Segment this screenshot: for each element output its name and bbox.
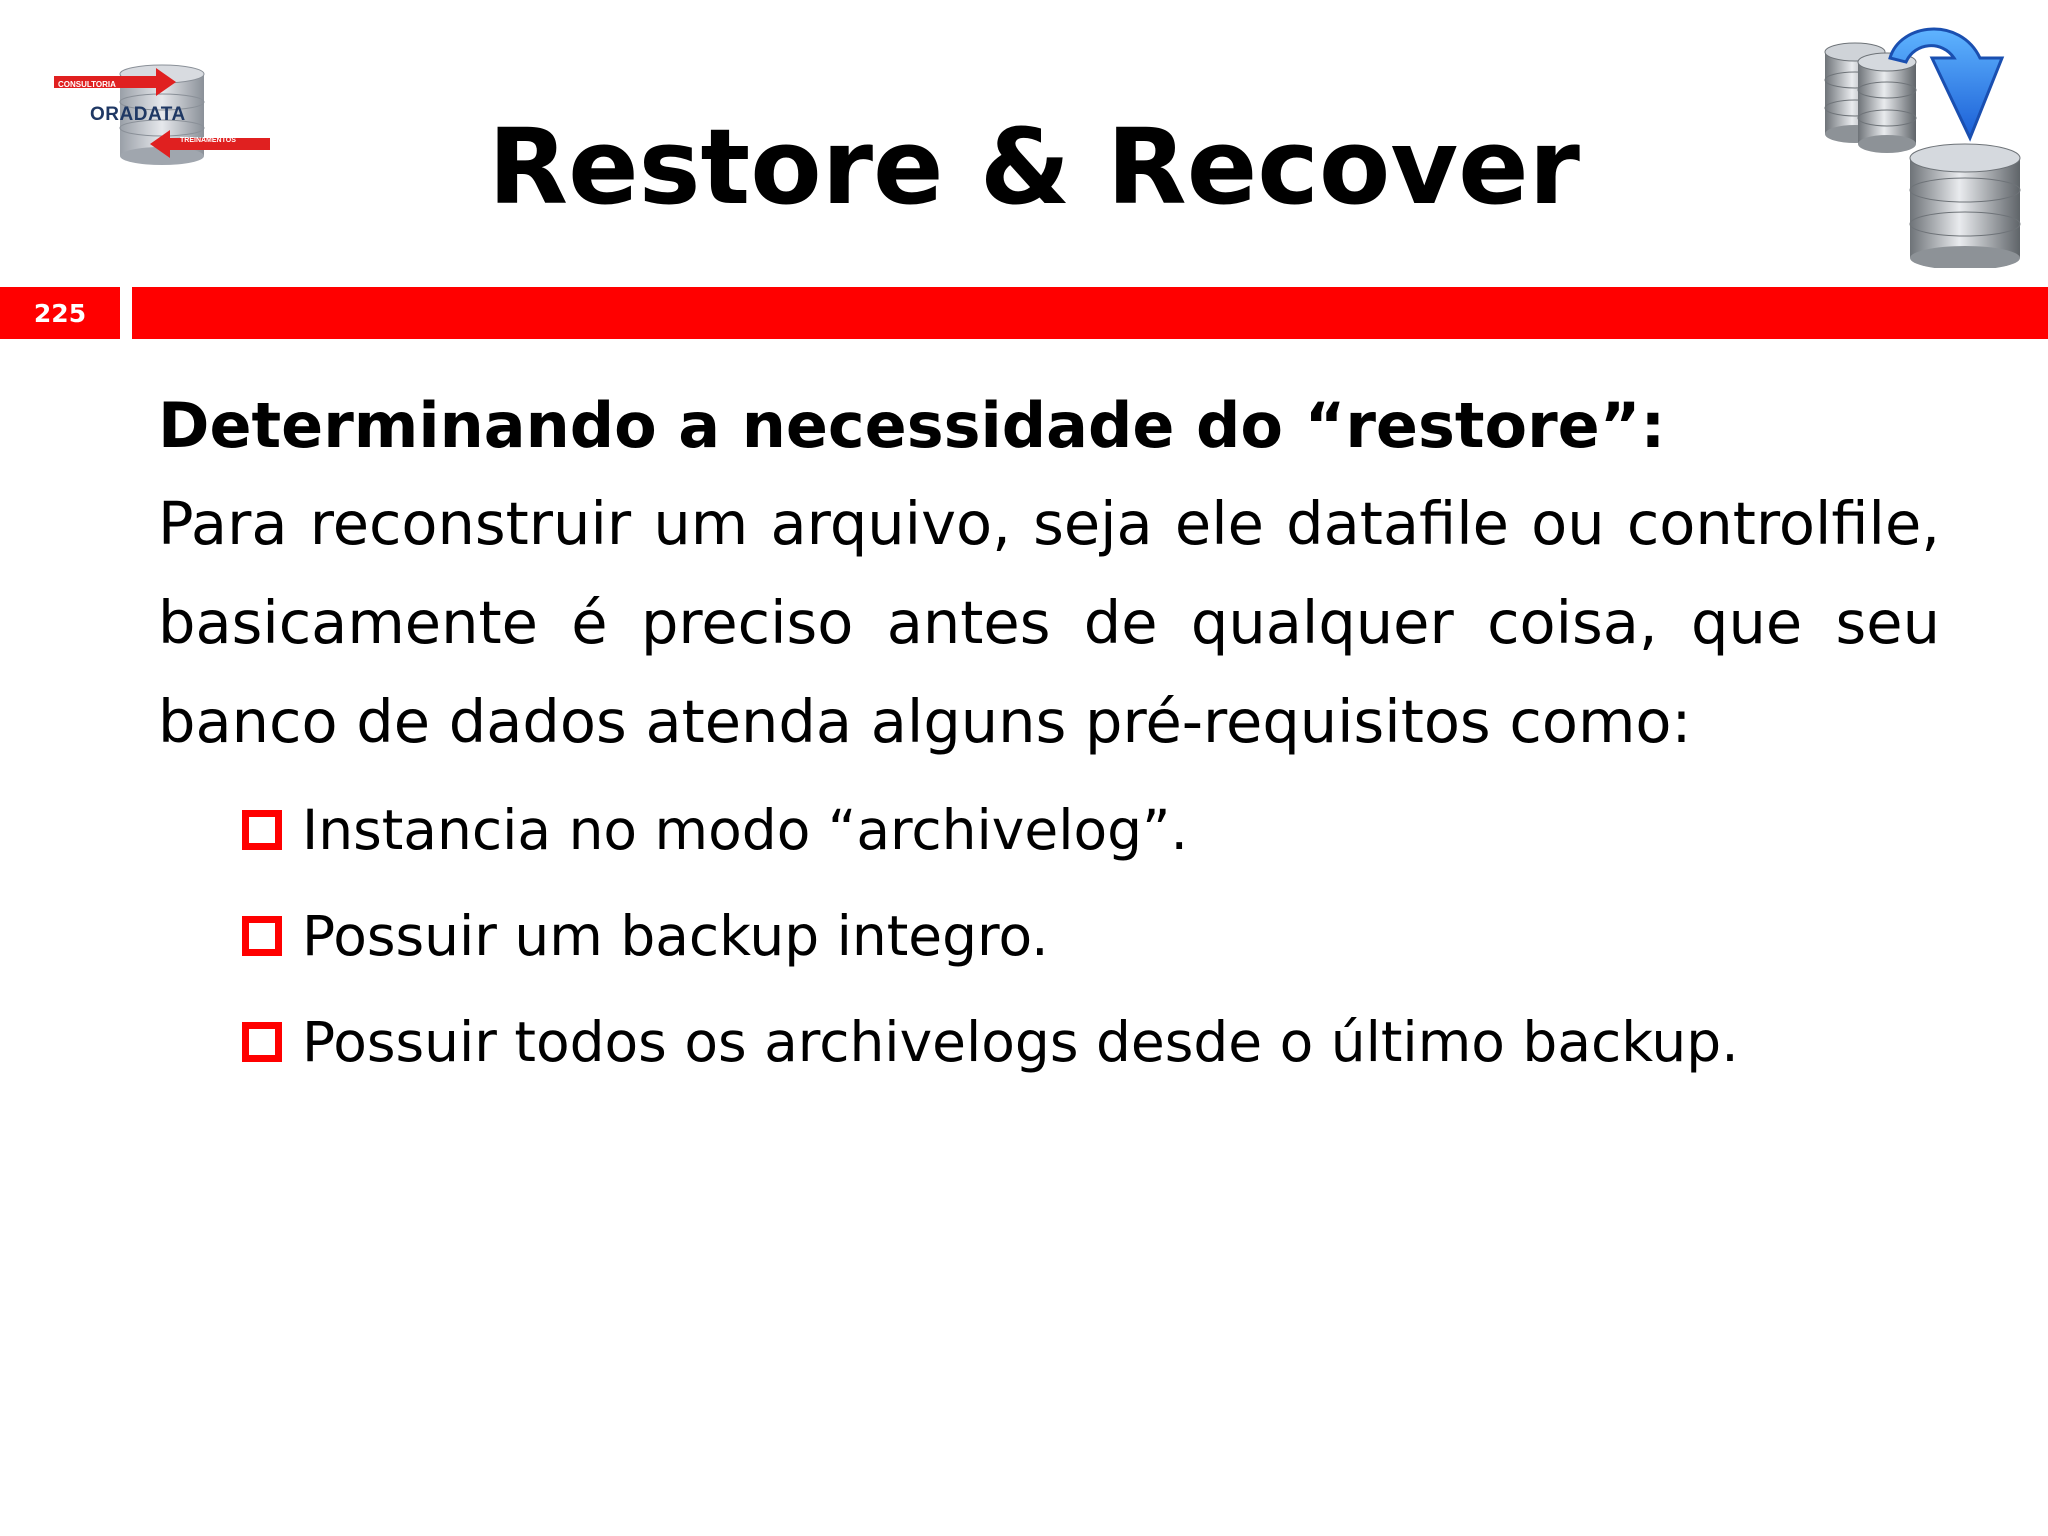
square-bullet-icon bbox=[242, 810, 282, 850]
slide-number: 225 bbox=[0, 287, 120, 339]
content-heading: Determinando a necessidade do “restore”: bbox=[158, 389, 1666, 462]
slide-content bbox=[158, 378, 1940, 1095]
database-restore-icon bbox=[1820, 18, 2030, 268]
list-item bbox=[242, 777, 1940, 883]
square-bullet-icon bbox=[242, 1022, 282, 1062]
slide-title: Restore & Recover bbox=[488, 106, 1580, 228]
list-item bbox=[242, 989, 1940, 1095]
logo-wordmark: ORADATA bbox=[90, 104, 186, 125]
logo-tag-treinamentos: TREINAMENTOS bbox=[180, 137, 236, 144]
bullet-text: Instancia no modo “archivelog”. bbox=[302, 798, 1189, 862]
square-bullet-icon bbox=[242, 916, 282, 956]
bullet-text: Possuir todos os archivelogs desde o último backup. bbox=[302, 1010, 1739, 1074]
database-restore-graphic bbox=[1820, 18, 2030, 268]
bullet-list bbox=[158, 777, 1940, 1095]
list-item bbox=[242, 883, 1940, 989]
bullet-text: Possuir um backup integro. bbox=[302, 904, 1049, 968]
content-paragraph: Para reconstruir um arquivo, seja ele datafile ou controlfile, basicamente é preciso antes de qualquer coisa, que seu banco de dados atenda alguns pré-requisitos como: bbox=[158, 489, 1940, 756]
header-divider-bar bbox=[132, 287, 2048, 339]
logo-tag-consultoria: CONSULTORIA bbox=[58, 80, 116, 89]
